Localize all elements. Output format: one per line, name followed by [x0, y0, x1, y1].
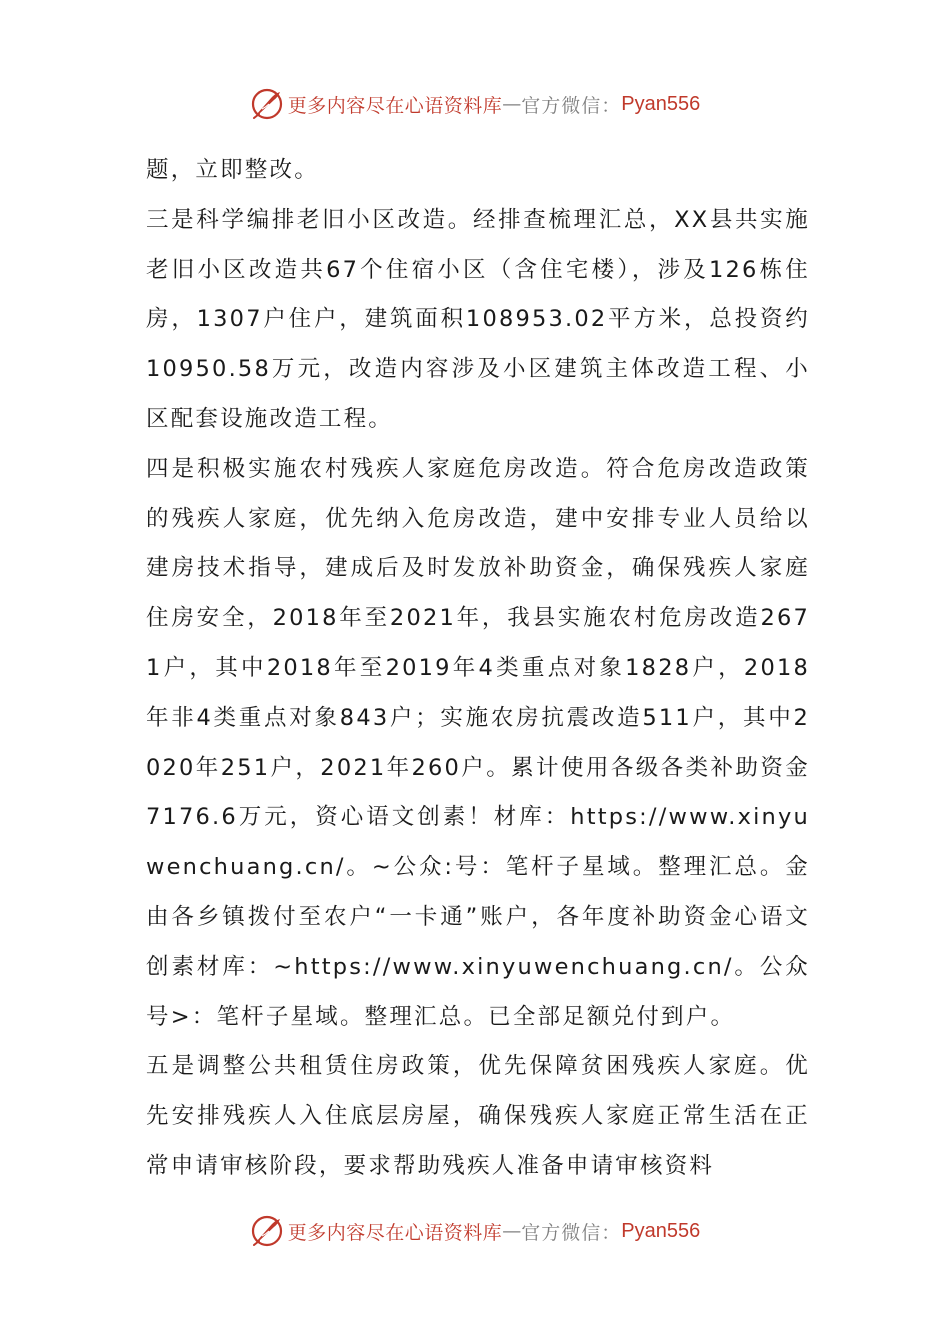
banner-wechat-label: 官方微信： [521, 94, 622, 117]
header-watermark-banner [0, 84, 950, 124]
banner-wechat-id: Pyan556 [621, 92, 701, 115]
paragraph-dilapidated-housing-renovation: 四是积极实施农村残疾人家庭危房改造。符合危房改造政策的残疾人家庭，优先纳入危房改造，建中安排专业人员给以建房技术指导，建成后及时发放补助资金，确保残疾人家庭住房安全，2018年至2021年，我县实施农村危房改造2671户，其中2018年至2019年4类重点对象1828户，2018年非4类重点对象843户；实施农房抗震改造511户，其中2020年251户，2021年260户。累计使用各级各类补助资金7176.6万元，资心语文创素！材库：https://www.xinyuwenchuang.cn/。~公众:号：笔杆子星域。整理汇总。金由各乡镇拨付至农户“一卡通”账户，各年度补助资金心语文创素材库：~https://www.xinyuwenchuang.cn/。公众号>：笔杆子星域。整理汇总。已全部足额兑付到户。 [146, 455, 810, 1030]
banner-separator: — [502, 1220, 522, 1242]
banner-main-text: 更多内容尽在心语资料库 [287, 1221, 503, 1244]
footer-watermark-banner [0, 1211, 950, 1251]
paragraph-public-rental-housing: 五是调整公共租赁住房政策，优先保障贫困残疾人家庭。优先安排残疾人入住底层房屋，确保残疾人家庭正常生活在正常申请审核阶段，要求帮助残疾人准备申请审核资料 [146, 1053, 810, 1179]
quill-logo-icon [250, 87, 284, 121]
document-body [146, 146, 810, 1192]
banner-wechat-id: Pyan556 [621, 1219, 701, 1242]
quill-logo-icon [250, 1214, 284, 1248]
banner-wechat-label: 官方微信： [521, 1221, 622, 1244]
paragraph-old-community-renovation: 三是科学编排老旧小区改造。经排查梳理汇总，XX县共实施老旧小区改造共67个住宿小区（含住宅楼），涉及126栋住房，1307户住户，建筑面积108953.02平方米，总投资约10950.58万元，改造内容涉及小区建筑主体改造工程、小区配套设施改造工程。 [146, 206, 810, 432]
banner-separator: — [502, 93, 522, 115]
paragraph-continuation: 题，立即整改。 [146, 157, 319, 183]
banner-main-text: 更多内容尽在心语资料库 [287, 94, 503, 117]
